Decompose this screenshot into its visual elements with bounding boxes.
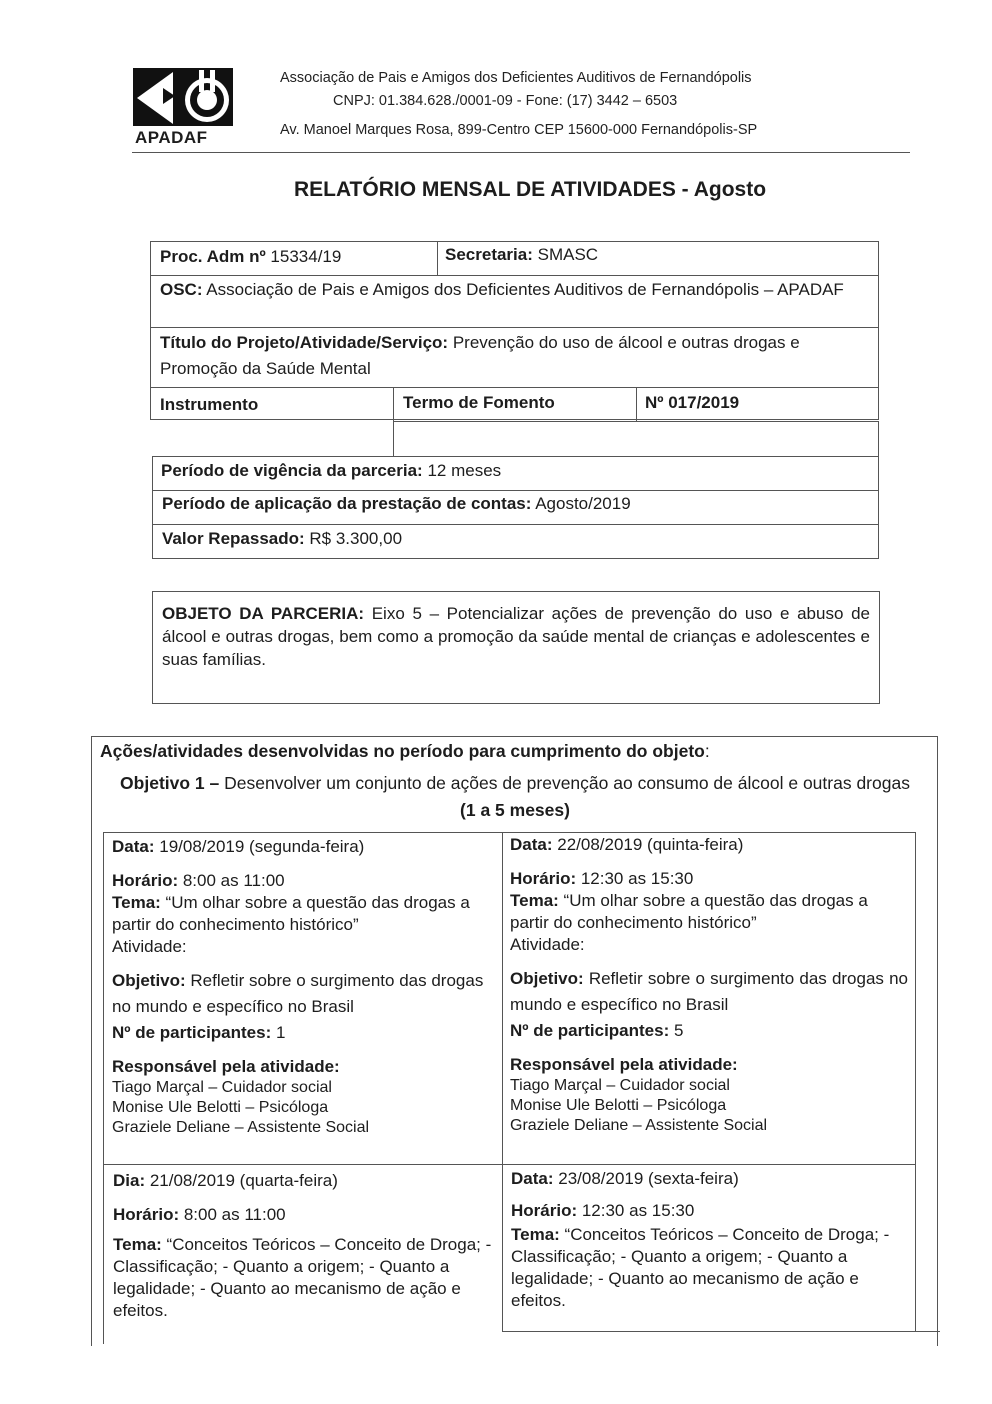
objetivo-1-text: Desenvolver um conjunto de ações de prevenção ao consumo de álcool e outras drogas [219, 773, 910, 793]
divider [150, 387, 879, 388]
responsavel-3: Graziele Deliane – Assistente Social [510, 1117, 768, 1134]
participantes-label: Nº de participantes: [112, 1023, 272, 1042]
proc-value: 15334/19 [265, 247, 342, 266]
acoes-heading-text: Ações/atividades desenvolvidas no período para cumprimento do objeto [100, 741, 705, 761]
horario-value: 8:00 as 11:00 [179, 1205, 286, 1224]
horario-value: 8:00 as 11:00 [178, 871, 285, 890]
aplicacao-value: Agosto/2019 [531, 494, 631, 513]
numero-label: Nº 017/2019 [645, 393, 740, 412]
date-label: Data: [112, 837, 155, 856]
card-participantes [112, 1020, 494, 1046]
horario-label: Horário: [511, 1201, 578, 1220]
osc-value: Associação de Pais e Amigos dos Deficientes Auditivos de Fernandópolis – APADAF [202, 280, 844, 299]
divider [915, 832, 916, 1332]
card-objetivo [510, 966, 908, 1018]
apadaf-logo [133, 66, 235, 148]
objetivo-label: Objetivo: [510, 969, 584, 988]
org-name: Associação de Pais e Amigos dos Deficientes Auditivos de Fernandópolis [280, 70, 752, 86]
card-horario [113, 1204, 495, 1226]
card-tema [510, 890, 908, 934]
card-responsavel-label [510, 1054, 908, 1076]
card-horario [510, 868, 908, 890]
titulo-label: Título do Projeto/Atividade/Serviço: [160, 333, 449, 352]
secretaria-label: Secretaria: [445, 245, 533, 264]
header-divider [132, 152, 910, 153]
secretaria [445, 243, 598, 267]
responsavel-2: Monise Ule Belotti – Psicóloga [510, 1097, 727, 1114]
divider [502, 1331, 940, 1332]
tema-label: Tema: [112, 893, 161, 912]
responsavel-1: Tiago Marçal – Cuidador social [510, 1077, 730, 1094]
responsavel-1: Tiago Marçal – Cuidador social [112, 1079, 332, 1096]
card-date [511, 1168, 909, 1190]
horario-value: 12:30 as 15:30 [576, 869, 694, 888]
card-date [112, 836, 494, 858]
instrumento-label: Instrumento [160, 395, 259, 414]
address-line: Av. Manoel Marques Rosa, 899-Centro CEP 15600-000 Fernandópolis-SP [280, 122, 758, 138]
tema-label: Tema: [113, 1235, 162, 1254]
tema-value: “Conceitos Teóricos – Conceito de Droga; - Classificação; - Quanto a origem; - Quanto a legalidade; - Quanto ao mecanismo de ação e efeitos. [113, 1235, 492, 1320]
osc-label: OSC: [160, 280, 203, 299]
responsavel-3: Graziele Deliane – Assistente Social [112, 1119, 370, 1136]
tema-value: “Um olhar sobre a questão das drogas a partir do conhecimento histórico” [510, 891, 868, 932]
card-responsavel-label [112, 1056, 494, 1078]
horario-value: 12:30 as 15:30 [577, 1201, 695, 1220]
card-objetivo [112, 968, 494, 1020]
tema-value: “Conceitos Teóricos – Conceito de Droga; - Classificação; - Quanto a origem; - Quanto a legalidade; - Quanto ao mecanismo de ação e efeitos. [511, 1225, 890, 1310]
objetivo-value: Refletir sobre o surgimento das drogas no mundo e específico no Brasil [510, 969, 908, 1014]
divider [502, 832, 503, 1332]
aplicacao-label: Período de aplicação da prestação de contas: [162, 494, 532, 513]
card-horario [112, 870, 494, 892]
date-value: 21/08/2019 (quarta-feira) [145, 1171, 338, 1190]
objetivo-value: Refletir sobre o surgimento das drogas no mundo e específico no Brasil [112, 971, 484, 1016]
date-value: 23/08/2019 (sexta-feira) [553, 1169, 739, 1188]
cnpj-line: CNPJ: 01.384.628./0001-09 - Fone: (17) 3442 – 6503 [333, 93, 678, 109]
objetivo-1 [120, 770, 910, 824]
card-date [113, 1170, 495, 1192]
tema-label: Tema: [511, 1225, 560, 1244]
card-4 [511, 1168, 909, 1312]
card-1 [112, 836, 494, 1138]
date-label: Dia: [113, 1171, 146, 1190]
acoes-heading [100, 740, 710, 762]
horario-label: Horário: [112, 871, 179, 890]
card-participantes [510, 1018, 908, 1044]
vigencia-label: Período de vigência da parceria: [161, 461, 423, 480]
participantes-label: Nº de participantes: [510, 1021, 670, 1040]
card-tema [112, 892, 494, 936]
card-atividade: Atividade: [112, 937, 187, 956]
responsavel-label: Responsável pela atividade: [510, 1055, 738, 1074]
divider [103, 832, 915, 833]
responsavel-label: Responsável pela atividade: [112, 1057, 340, 1076]
card-tema [113, 1234, 495, 1322]
objeto-parceria [162, 602, 870, 671]
instrumento-blank [393, 421, 879, 457]
objeto-label: OBJETO DA PARCERIA: [162, 604, 365, 623]
divider [150, 275, 879, 276]
divider [437, 241, 438, 276]
titulo-projeto [160, 330, 840, 382]
osc [160, 278, 872, 302]
card-atividade: Atividade: [510, 935, 585, 954]
date-value: 22/08/2019 (quinta-feira) [552, 835, 744, 854]
objeto-text: Eixo 5 – Potencializar ações de prevenção do uso e abuso de álcool e outras drogas, bem como a promoção da saúde mental de crianças e adolescentes e suas famílias. [162, 604, 870, 669]
card-2 [510, 834, 908, 1136]
tema-label: Tema: [510, 891, 559, 910]
valor-repassado [162, 527, 402, 551]
titulo-value: Prevenção do uso de álcool e outras drogas e Promoção da Saúde Mental [160, 333, 800, 378]
objetivo-label: Objetivo: [112, 971, 186, 990]
divider [103, 832, 104, 1344]
acoes-heading-colon: : [704, 741, 710, 761]
tema-value: “Um olhar sobre a questão das drogas a partir do conhecimento histórico” [112, 893, 470, 934]
page-title: RELATÓRIO MENSAL DE ATIVIDADES - Agosto [293, 178, 767, 201]
proc-adm [160, 245, 341, 269]
objetivo-1-period: (1 a 5 meses) [460, 800, 570, 820]
proc-label: Proc. Adm nº [160, 247, 266, 266]
horario-label: Horário: [510, 869, 577, 888]
secretaria-value: SMASC [532, 245, 599, 264]
termo-label: Termo de Fomento [403, 393, 555, 412]
card-3 [113, 1170, 495, 1322]
date-label: Data: [510, 835, 553, 854]
vigencia [161, 459, 501, 483]
horario-label: Horário: [113, 1205, 180, 1224]
card-horario [511, 1200, 909, 1222]
participantes-value: 5 [669, 1021, 684, 1040]
valor-value: R$ 3.300,00 [304, 529, 403, 548]
divider [636, 387, 637, 422]
divider [150, 327, 879, 328]
divider [103, 1164, 915, 1165]
card-tema [511, 1224, 909, 1312]
aplicacao [162, 492, 631, 516]
card-date [510, 834, 908, 856]
participantes-value: 1 [271, 1023, 286, 1042]
valor-label: Valor Repassado: [162, 529, 305, 548]
responsavel-2: Monise Ule Belotti – Psicóloga [112, 1099, 329, 1116]
date-label: Data: [511, 1169, 554, 1188]
objetivo-1-label: Objetivo 1 – [120, 773, 220, 793]
vigencia-value: 12 meses [422, 461, 502, 480]
logo-text: APADAF [135, 128, 208, 147]
date-value: 19/08/2019 (segunda-feira) [154, 837, 365, 856]
